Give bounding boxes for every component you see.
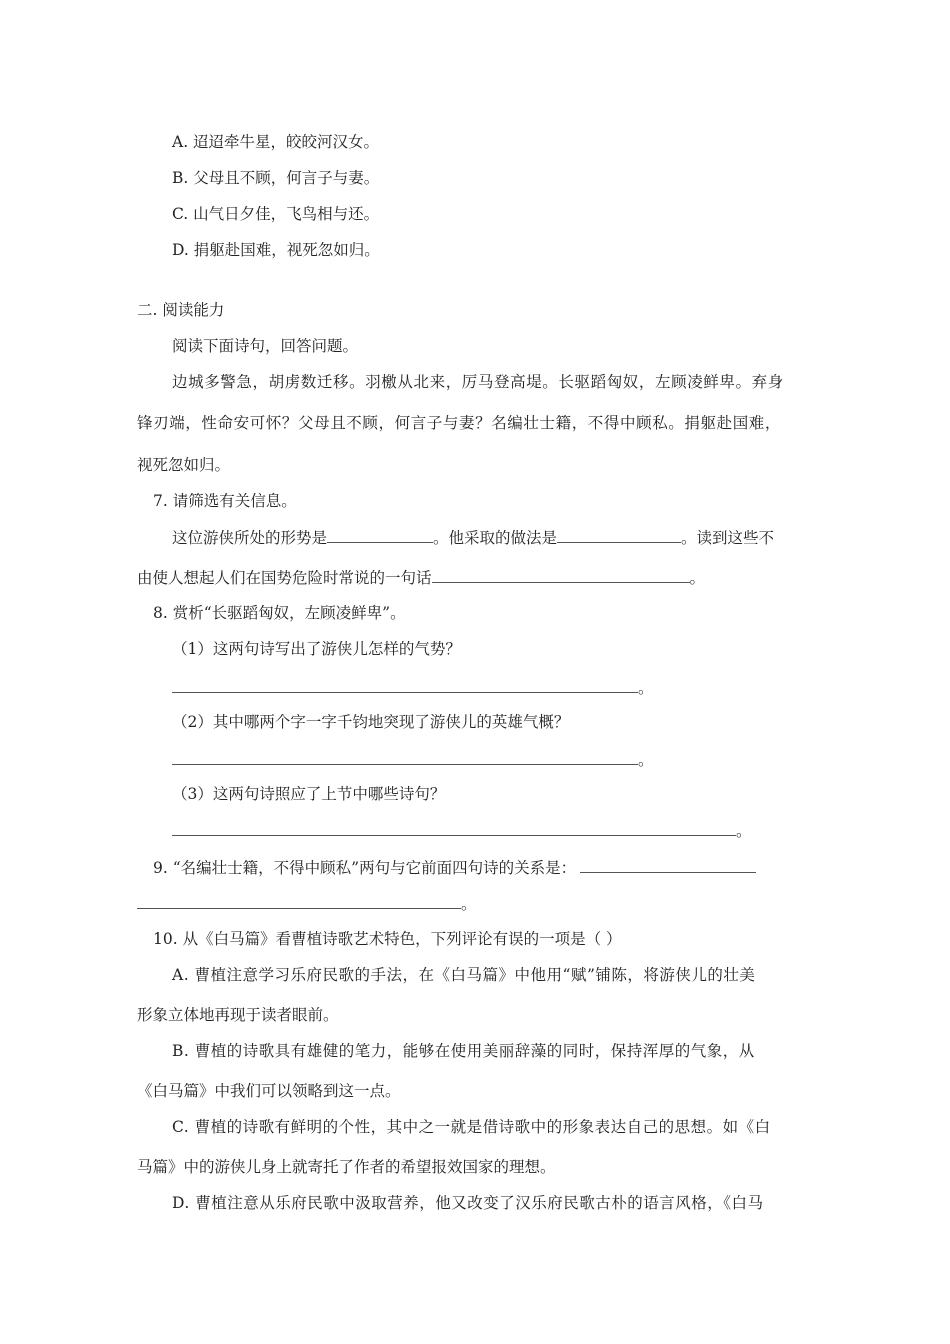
q8-blank-3[interactable] [172, 820, 736, 836]
q7-end: 。 [689, 569, 706, 587]
q7-text-d: 由使人想起人们在国势危险时常说的一句话 [137, 569, 432, 587]
q9-line-1 [153, 857, 756, 878]
q7-title: 7. 请筛选有关信息。 [153, 492, 297, 510]
reading-intro: 阅读下面诗句，回答问题。 [172, 337, 359, 355]
q7-line-1 [172, 527, 774, 548]
q9-text: 9. “名编壮士籍，不得中顾私”两句与它前面四句诗的关系是： [153, 859, 577, 877]
section-heading: 二. 阅读能力 [137, 301, 225, 319]
q7-text-c: 。读到这些不 [681, 529, 775, 547]
q10-option-a-1: A. 曹植注意学习乐府民歌的手法，在《白马篇》中他用“赋”铺陈，将游侠儿的壮美 [172, 966, 756, 984]
q7-text-b: 。他采取的做法是 [433, 529, 558, 547]
q7-blank-situation[interactable] [327, 527, 433, 543]
q7-text-a: 这位游侠所处的形势是 [172, 529, 328, 547]
option-b: B. 父母且不顾，何言子与妻。 [172, 169, 380, 187]
q10-option-b-1: B. 曹植的诗歌具有雄健的笔力，能够在使用美丽辞藻的同时，保持浑厚的气象，从 [172, 1042, 755, 1060]
q8-end-3: 。 [736, 822, 752, 840]
q8-title: 8. 赏析“长驱蹈匈奴，左顾凌鲜卑”。 [153, 604, 406, 622]
q10-title: 10. 从《白马篇》看曹植诗歌艺术特色，下列评论有误的一项是（ ） [153, 930, 622, 948]
q8-end-2: 。 [638, 751, 654, 769]
q10-option-c-1: C. 曹植的诗歌有鲜明的个性，其中之一就是借诗歌中的形象表达自己的思想。如《白 [172, 1118, 771, 1136]
q8-answer-3 [172, 820, 752, 841]
poem-line-1: 边城多警急，胡虏数迁移。羽檄从北来，厉马登高堤。长驱蹈匈奴，左顾凌鲜卑。弃身 [172, 373, 784, 391]
q9-blank-2[interactable] [137, 893, 461, 909]
q8-blank-2[interactable] [172, 749, 638, 765]
q10-option-c-2: 马篇》中的游侠儿身上就寄托了作者的希望报效国家的理想。 [137, 1158, 556, 1176]
q7-blank-action[interactable] [557, 527, 681, 543]
q7-line-2 [137, 567, 705, 588]
poem-line-3: 视死忽如归。 [137, 456, 231, 474]
q9-end: 。 [461, 895, 477, 913]
q7-blank-saying[interactable] [432, 567, 690, 583]
q8-sub3: （3）这两句诗照应了上节中哪些诗句？ [172, 785, 446, 803]
q10-option-b-2: 《白马篇》中我们可以领略到这一点。 [137, 1082, 401, 1100]
q8-answer-2 [172, 749, 654, 770]
option-a: A. 迢迢牵牛星，皎皎河汉女。 [172, 133, 380, 151]
q9-line-2 [137, 893, 477, 914]
q8-sub2: （2）其中哪两个字一字千钧地突现了游侠儿的英雄气概？ [172, 713, 570, 731]
q10-option-d-1: D. 曹植注意从乐府民歌中汲取营养，他又改变了汉乐府民歌古朴的语言风格，《白马 [172, 1194, 764, 1212]
q8-blank-1[interactable] [172, 677, 638, 693]
q9-blank-1[interactable] [580, 857, 756, 873]
q8-sub1: （1）这两句诗写出了游侠儿怎样的气势？ [172, 640, 461, 658]
q8-answer-1 [172, 677, 654, 698]
q10-option-a-2: 形象立体地再现于读者眼前。 [137, 1006, 339, 1024]
option-d: D. 捐躯赴国难，视死忽如归。 [172, 241, 380, 259]
option-c: C. 山气日夕佳，飞鸟相与还。 [172, 205, 380, 223]
poem-line-2: 锋刃端，性命安可怀？父母且不顾，何言子与妻？名编壮士籍，不得中顾私。捐躯赴国难， [137, 414, 782, 432]
q8-end-1: 。 [638, 679, 654, 697]
